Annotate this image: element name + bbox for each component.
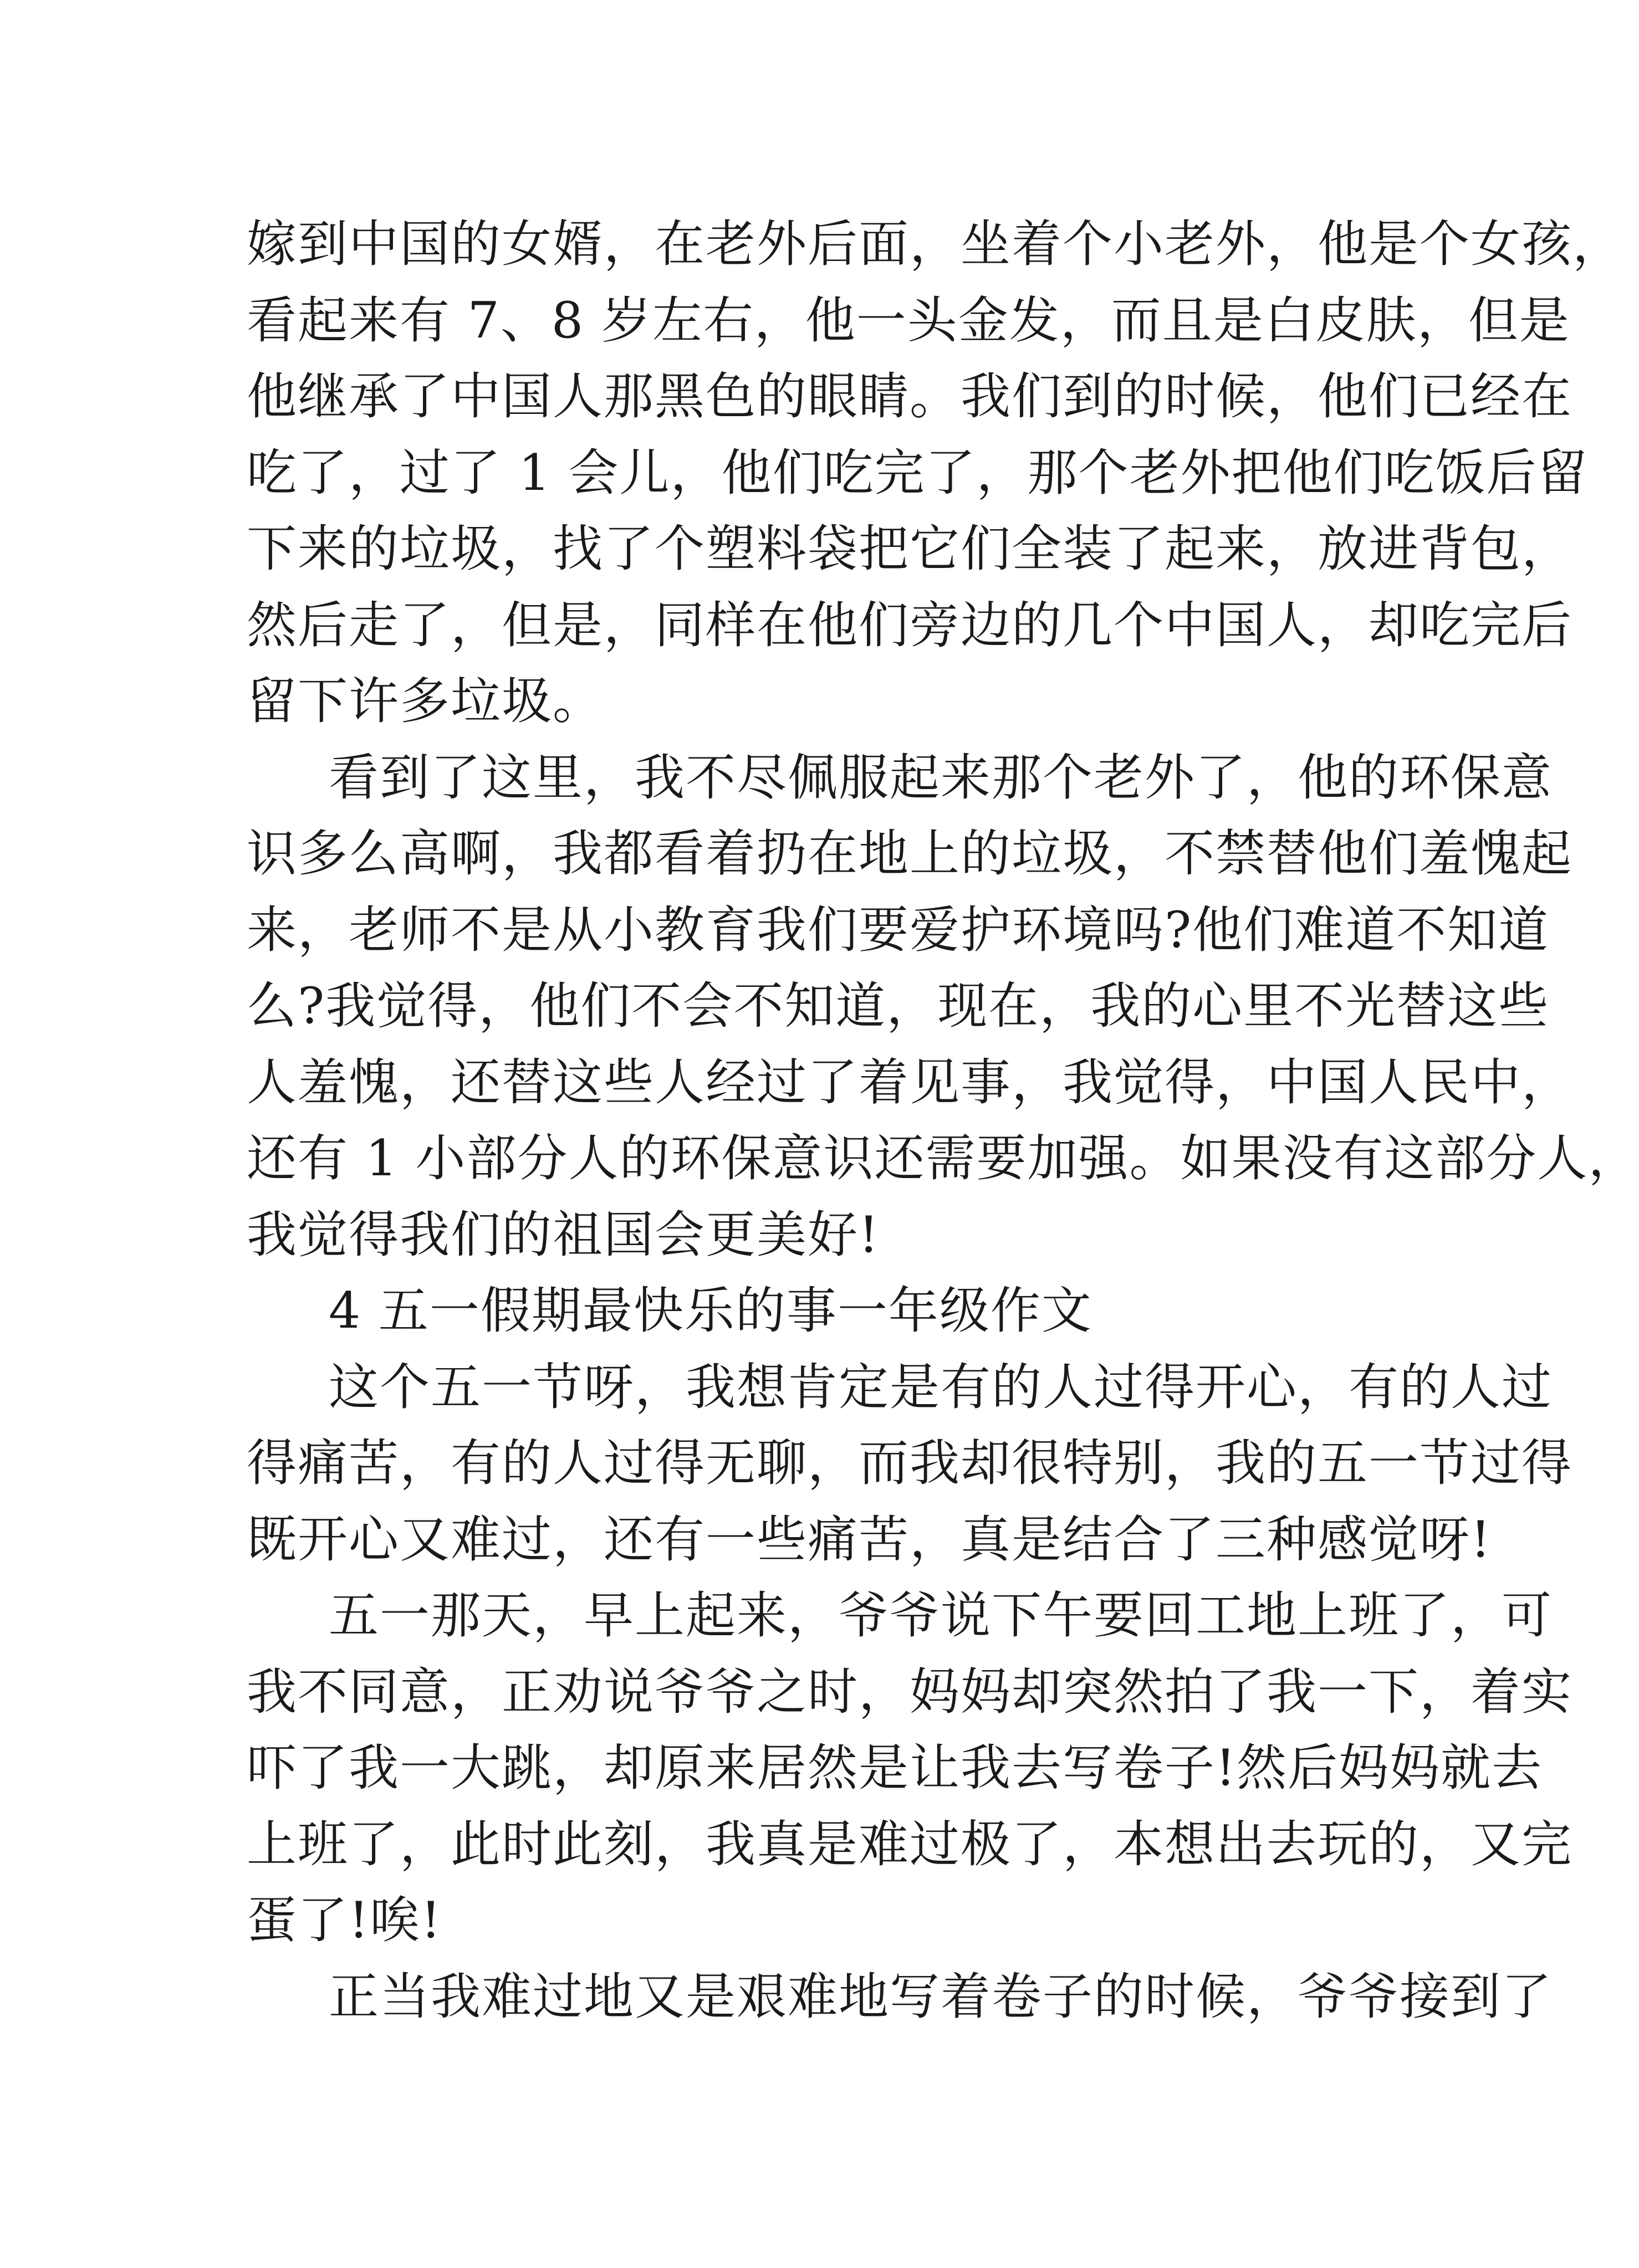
- paragraph-line: 既开心又难过，还有一些痛苦，真是结合了三种感觉呀!: [247, 1510, 1492, 1569]
- paragraph-line: 蛋了!唉!: [247, 1891, 442, 1949]
- paragraph-line: 下来的垃圾，找了个塑料袋把它们全装了起来，放进背包，: [247, 520, 1572, 578]
- paragraph-1: [247, 206, 1623, 740]
- paragraph-line: 吓了我一大跳，却原来居然是让我去写卷子!然后妈妈就去: [247, 1739, 1543, 1797]
- paragraph-line: 嫁到中国的女婿，在老外后面，坐着个小老外，他是个女孩，: [247, 215, 1623, 273]
- paragraph-line: 这个五一节呀，我想肯定是有的人过得开心，有的人过: [329, 1358, 1553, 1416]
- paragraph-line: 看起来有 7、8 岁左右，他一头金发，而且是白皮肤，但是: [247, 291, 1570, 350]
- paragraph-line: 五一那天，早上起来，爷爷说下午要回工地上班了，可: [329, 1586, 1553, 1645]
- section-heading: 4 五一假期最快乐的事一年级作文: [329, 1282, 1092, 1340]
- paragraph-line: 然后走了，但是，同样在他们旁边的几个中国人，却吃完后: [247, 596, 1572, 654]
- paragraph-line: 看到了这里，我不尽佩服起来那个老外了，他的环保意: [329, 748, 1553, 807]
- paragraph-line: 留下许多垃圾。: [247, 672, 604, 730]
- paragraph-5: [247, 1959, 1553, 2035]
- paragraph-line: 人羞愧，还替这些人经过了着见事，我觉得，中国人民中，: [247, 1053, 1572, 1112]
- paragraph-2: [247, 740, 1639, 1273]
- paragraph-line: 正当我难过地又是艰难地写着卷子的时候，爷爷接到了: [329, 1967, 1553, 2026]
- paragraph-line: 我不同意，正劝说爷爷之时，妈妈却突然拍了我一下，着实: [247, 1662, 1572, 1721]
- paragraph-line: 我觉得我们的祖国会更美好!: [247, 1205, 880, 1264]
- paragraph-line: 识多么高啊，我都看着扔在地上的垃圾，不禁替他们羞愧起: [247, 825, 1572, 883]
- paragraph-line: 他继承了中国人那黑色的眼睛。我们到的时候，他们已经在: [247, 367, 1572, 426]
- paragraph-line: 来，老师不是从小教育我们要爱护环境吗?他们难道不知道: [247, 900, 1550, 959]
- paragraph-4: [247, 1578, 1572, 1959]
- paragraph-line: 上班了，此时此刻，我真是难过极了，本想出去玩的，又完: [247, 1815, 1572, 1873]
- paragraph-line: 还有 1 小部分人的环保意识还需要加强。如果没有这部分人，: [247, 1129, 1639, 1187]
- essay-body: [247, 206, 1639, 2035]
- paragraph-line: 吃了，过了 1 会儿，他们吃完了，那个老外把他们吃饭后留: [247, 443, 1589, 502]
- paragraph-line: 么?我觉得，他们不会不知道，现在，我的心里不光替这些: [247, 977, 1550, 1035]
- paragraph-3: [247, 1349, 1572, 1578]
- paragraph-line: 得痛苦，有的人过得无聊，而我却很特别，我的五一节过得: [247, 1434, 1572, 1492]
